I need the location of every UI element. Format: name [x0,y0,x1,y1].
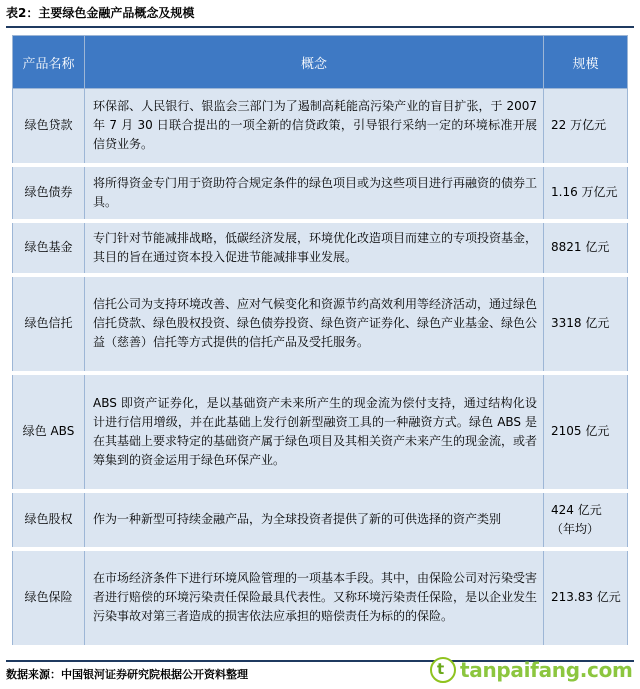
product-name: 绿色债券 [13,165,85,221]
table-row [13,89,628,165]
logo-text: tanpaifang.com [460,658,633,682]
product-scale: 1.16 万亿元 [544,165,628,221]
product-name: 绿色贷款 [13,89,85,165]
table-row [13,275,628,373]
product-concept: 环保部、人民银行、银监会三部门为了遏制高耗能高污染产业的盲目扩张，于 2007 年 7 月 30 日联合提出的一项全新的信贷政策，引导银行采纳一定的环境标准开展信贷业务。 [85,89,544,165]
table-row [13,221,628,275]
product-concept: 将所得资金专门用于资助符合规定条件的绿色项目或为这些项目进行再融资的债券工具。 [85,165,544,221]
product-name: 绿色信托 [13,275,85,373]
product-name: 绿色股权 [13,491,85,549]
product-concept: 在市场经济条件下进行环境风险管理的一项基本手段。其中，由保险公司对污染受害者进行赔偿的环境污染责任保险最具代表性。又称环境污染责任保险，是以企业发生污染事故对第三者造成的损害依法应承担的赔偿责任为标的的保险。 [85,549,544,647]
product-scale: 424 亿元（年均） [544,491,628,549]
product-concept: 信托公司为支持环境改善、应对气候变化和资源节约高效利用等经济活动，通过绿色信托贷款、绿色股权投资、绿色债券投资、绿色资产证券化、绿色产业基金、绿色公益（慈善）信托等方式提供的信托产品及受托服务。 [85,275,544,373]
header-concept: 概念 [85,36,544,89]
site-logo [430,657,633,683]
product-name: 绿色 ABS [13,373,85,491]
product-name: 绿色保险 [13,549,85,647]
product-scale: 3318 亿元 [544,275,628,373]
table-row [13,549,628,647]
table-row [13,165,628,221]
product-scale: 213.83 亿元 [544,549,628,647]
product-name: 绿色基金 [13,221,85,275]
header-product-name: 产品名称 [13,36,85,89]
header-scale: 规模 [544,36,628,89]
product-scale: 8821 亿元 [544,221,628,275]
top-rule [6,26,634,28]
table-caption: 表2：主要绿色金融产品概念及规模 [6,6,195,20]
green-finance-table [12,35,628,649]
table-header-row [13,36,628,89]
product-concept: ABS 即资产证券化，是以基础资产未来所产生的现金流为偿付支持，通过结构化设计进行信用增级，并在此基础上发行创新型融资工具的一种融资方式。绿色 ABS 是在其基础上要求特定的基础资产属于绿色项目及其相关资产未来产生的现金流，或者筹集到的资金运用于绿色环保产业。 [85,373,544,491]
leaf-t-logo-icon: t [430,657,456,683]
table-row [13,491,628,549]
table-row [13,373,628,491]
product-scale: 2105 亿元 [544,373,628,491]
data-source-note: 数据来源：中国银河证券研究院根据公开资料整理 [6,668,248,681]
product-concept: 作为一种新型可持续金融产品，为全球投资者提供了新的可供选择的资产类别 [85,491,544,549]
product-scale: 22 万亿元 [544,89,628,165]
product-concept: 专门针对节能减排战略，低碳经济发展，环境优化改造项目而建立的专项投资基金，其目的旨在通过资本投入促进节能减排事业发展。 [85,221,544,275]
